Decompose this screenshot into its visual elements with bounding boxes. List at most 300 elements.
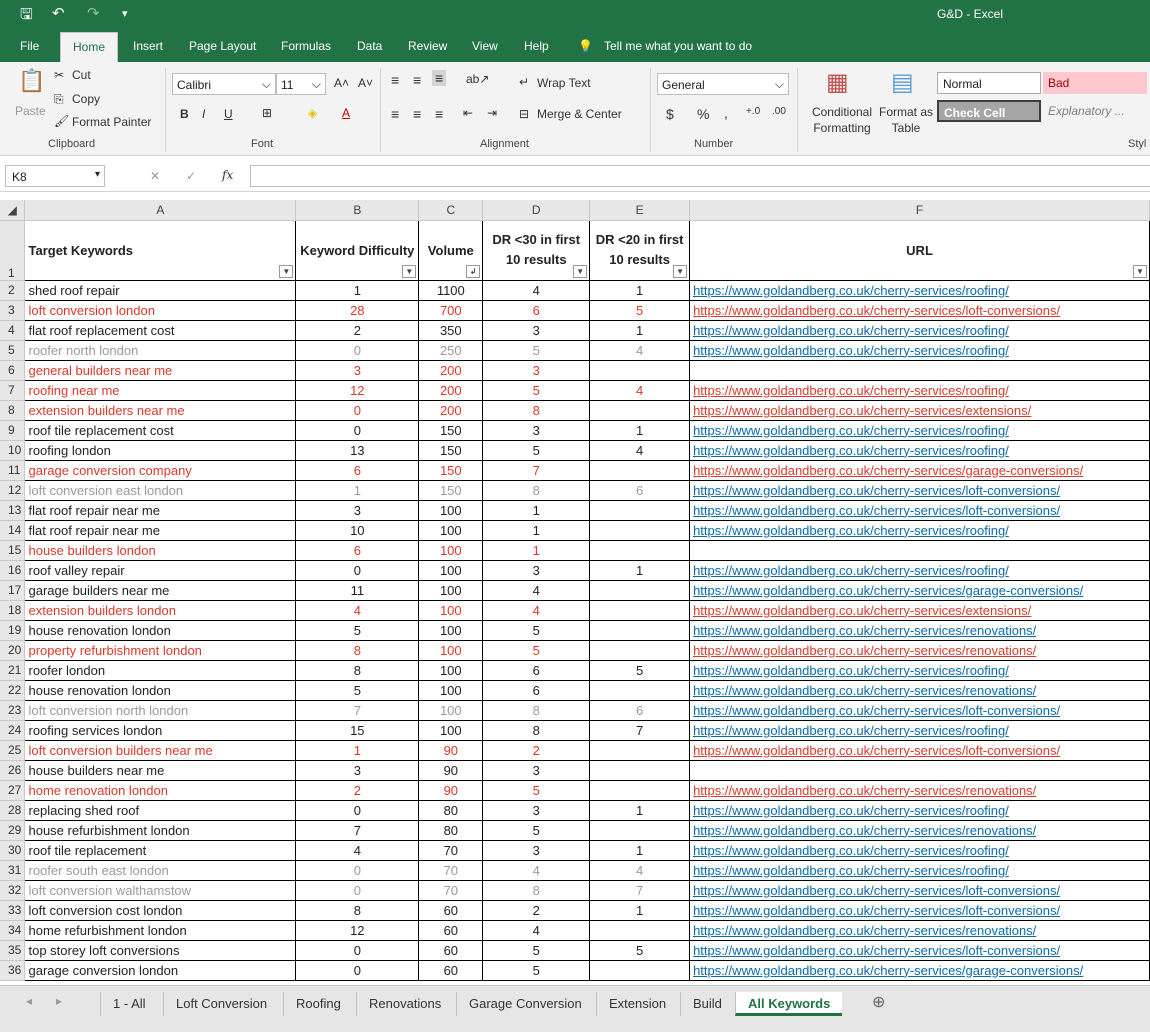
cell-dr30[interactable]: 4 — [483, 580, 590, 600]
cell-dr20[interactable]: 4 — [590, 340, 690, 360]
cell-url[interactable]: https://www.goldandberg.co.uk/cherry-services/renovations/ — [690, 620, 1150, 640]
paste-icon[interactable]: 📋 — [18, 68, 46, 93]
cell-dr20[interactable] — [590, 540, 690, 560]
cell-dr20[interactable] — [590, 520, 690, 540]
cell-keyword[interactable]: house builders london — [25, 540, 296, 560]
cell-keyword[interactable]: loft conversion cost london — [25, 900, 296, 920]
cell-keyword[interactable]: property refurbishment london — [25, 640, 296, 660]
cell-dr30[interactable]: 3 — [483, 760, 590, 780]
indent-increase-icon[interactable]: ⇥ — [487, 106, 498, 120]
style-check-cell[interactable]: Check Cell — [937, 100, 1041, 122]
tell-me-search[interactable]: Tell me what you want to do — [604, 39, 753, 53]
cell-volume[interactable]: 100 — [419, 700, 483, 720]
cell-keyword[interactable]: garage conversion london — [25, 960, 296, 980]
row-header[interactable]: 13 — [0, 500, 25, 520]
select-all-corner[interactable]: ◢ — [0, 200, 25, 220]
font-color-button[interactable]: A — [342, 106, 351, 120]
cell-dr30[interactable]: 8 — [483, 400, 590, 420]
cell-keyword[interactable]: house renovation london — [25, 680, 296, 700]
conditional-formatting-button[interactable]: Conditional Formatting — [811, 105, 873, 135]
cell-url[interactable]: https://www.goldandberg.co.uk/cherry-services/garage-conversions/ — [690, 580, 1150, 600]
currency-button[interactable]: $ — [666, 106, 674, 122]
cell-dr20[interactable]: 4 — [590, 380, 690, 400]
align-right-icon[interactable]: ≡ — [435, 106, 444, 122]
align-top-icon[interactable]: ≡ — [391, 72, 400, 88]
cell-difficulty[interactable]: 2 — [296, 320, 419, 340]
cell-dr30[interactable]: 6 — [483, 300, 590, 320]
cell-dr30[interactable]: 1 — [483, 540, 590, 560]
cell-difficulty[interactable]: 3 — [296, 360, 419, 380]
cell-difficulty[interactable]: 0 — [296, 420, 419, 440]
cell-volume[interactable]: 60 — [419, 920, 483, 940]
cell-volume[interactable]: 60 — [419, 900, 483, 920]
cell-url[interactable]: https://www.goldandberg.co.uk/cherry-services/extensions/ — [690, 400, 1150, 420]
column-header-f[interactable]: F — [690, 200, 1150, 220]
cell-dr30[interactable]: 5 — [483, 960, 590, 980]
cell-difficulty[interactable]: 8 — [296, 640, 419, 660]
column-header-b[interactable]: B — [296, 200, 419, 220]
cell-url[interactable]: https://www.goldandberg.co.uk/cherry-services/garage-conversions/ — [690, 960, 1150, 980]
cell-url[interactable]: https://www.goldandberg.co.uk/cherry-services/renovations/ — [690, 920, 1150, 940]
scroll-tabs-right-icon[interactable]: ▸ — [56, 994, 63, 1008]
cell-difficulty[interactable]: 1 — [296, 740, 419, 760]
row-header[interactable]: 19 — [0, 620, 25, 640]
grow-font-button[interactable]: A˄ — [334, 76, 350, 90]
cell-dr20[interactable]: 7 — [590, 720, 690, 740]
row-header[interactable]: 35 — [0, 940, 25, 960]
row-header[interactable]: 16 — [0, 560, 25, 580]
row-header[interactable]: 12 — [0, 480, 25, 500]
wrap-text-button[interactable]: Wrap Text — [537, 76, 591, 90]
cell-dr20[interactable]: 4 — [590, 440, 690, 460]
row-header[interactable]: 7 — [0, 380, 25, 400]
cell-difficulty[interactable]: 2 — [296, 780, 419, 800]
header-cell-difficulty[interactable] — [296, 220, 419, 280]
cell-difficulty[interactable]: 1 — [296, 480, 419, 500]
cell-volume[interactable]: 200 — [419, 360, 483, 380]
row-header[interactable]: 26 — [0, 760, 25, 780]
row-header[interactable]: 28 — [0, 800, 25, 820]
cell-dr30[interactable]: 4 — [483, 920, 590, 940]
cell-keyword[interactable]: home refurbishment london — [25, 920, 296, 940]
cell-volume[interactable]: 60 — [419, 960, 483, 980]
decrease-decimal-icon[interactable]: .00 — [772, 106, 786, 117]
cell-keyword[interactable]: loft conversion builders near me — [25, 740, 296, 760]
cell-volume[interactable]: 100 — [419, 640, 483, 660]
cell-dr20[interactable]: 1 — [590, 420, 690, 440]
cell-dr20[interactable]: 1 — [590, 320, 690, 340]
cell-dr30[interactable]: 5 — [483, 340, 590, 360]
header-cell-dr20[interactable] — [590, 220, 690, 280]
cell-url[interactable]: https://www.goldandberg.co.uk/cherry-services/roofing/ — [690, 720, 1150, 740]
cell-difficulty[interactable]: 0 — [296, 560, 419, 580]
cell-url[interactable]: https://www.goldandberg.co.uk/cherry-services/roofing/ — [690, 660, 1150, 680]
scroll-tabs-left-icon[interactable]: ◂ — [26, 994, 33, 1008]
cell-dr20[interactable]: 5 — [590, 300, 690, 320]
tab-formulas[interactable]: Formulas — [281, 39, 332, 53]
cell-difficulty[interactable]: 3 — [296, 760, 419, 780]
column-header-d[interactable]: D — [483, 200, 590, 220]
row-header[interactable]: 34 — [0, 920, 25, 940]
cell-keyword[interactable]: flat roof replacement cost — [25, 320, 296, 340]
cell-url[interactable]: https://www.goldandberg.co.uk/cherry-services/roofing/ — [690, 320, 1150, 340]
cell-volume[interactable]: 150 — [419, 420, 483, 440]
column-header-c[interactable]: C — [419, 200, 483, 220]
cell-url[interactable]: https://www.goldandberg.co.uk/cherry-services/roofing/ — [690, 440, 1150, 460]
cell-keyword[interactable]: extension builders near me — [25, 400, 296, 420]
cell-keyword[interactable]: loft conversion london — [25, 300, 296, 320]
cell-volume[interactable]: 350 — [419, 320, 483, 340]
cell-volume[interactable]: 250 — [419, 340, 483, 360]
cell-volume[interactable]: 70 — [419, 840, 483, 860]
cell-keyword[interactable]: house builders near me — [25, 760, 296, 780]
filter-dropdown-icon[interactable]: ▼ — [1133, 265, 1147, 278]
cut-button[interactable]: Cut — [72, 68, 91, 82]
cell-difficulty[interactable]: 12 — [296, 380, 419, 400]
cell-keyword[interactable]: roof valley repair — [25, 560, 296, 580]
cell-url[interactable]: https://www.goldandberg.co.uk/cherry-services/roofing/ — [690, 520, 1150, 540]
cell-keyword[interactable]: roofer south east london — [25, 860, 296, 880]
cell-volume[interactable]: 100 — [419, 660, 483, 680]
cell-dr30[interactable]: 5 — [483, 940, 590, 960]
cell-dr30[interactable]: 5 — [483, 640, 590, 660]
cell-url[interactable]: https://www.goldandberg.co.uk/cherry-services/roofing/ — [690, 800, 1150, 820]
cell-url[interactable]: https://www.goldandberg.co.uk/cherry-services/loft-conversions/ — [690, 500, 1150, 520]
increase-decimal-icon[interactable]: +.0 — [746, 106, 761, 117]
add-sheet-icon[interactable]: ⊕ — [872, 994, 886, 1011]
row-header[interactable]: 32 — [0, 880, 25, 900]
row-header[interactable]: 36 — [0, 960, 25, 980]
shrink-font-button[interactable]: A˅ — [358, 76, 374, 90]
cell-difficulty[interactable]: 8 — [296, 660, 419, 680]
row-header[interactable]: 8 — [0, 400, 25, 420]
tab-data[interactable]: Data — [357, 39, 383, 53]
cell-url[interactable]: https://www.goldandberg.co.uk/cherry-services/loft-conversions/ — [690, 880, 1150, 900]
cell-dr20[interactable]: 1 — [590, 280, 690, 300]
cell-difficulty[interactable]: 6 — [296, 460, 419, 480]
cell-keyword[interactable]: replacing shed roof — [25, 800, 296, 820]
cell-url[interactable]: https://www.goldandberg.co.uk/cherry-services/loft-conversions/ — [690, 900, 1150, 920]
cell-dr20[interactable] — [590, 780, 690, 800]
cell-keyword[interactable]: roof tile replacement — [25, 840, 296, 860]
cell-dr20[interactable]: 5 — [590, 660, 690, 680]
cell-keyword[interactable]: roofer london — [25, 660, 296, 680]
cell-difficulty[interactable]: 0 — [296, 960, 419, 980]
format-painter-button[interactable]: Format Painter — [72, 115, 152, 129]
cell-url[interactable]: https://www.goldandberg.co.uk/cherry-services/roofing/ — [690, 560, 1150, 580]
cell-dr30[interactable]: 8 — [483, 720, 590, 740]
cell-url[interactable]: https://www.goldandberg.co.uk/cherry-services/renovations/ — [690, 820, 1150, 840]
cell-volume[interactable]: 100 — [419, 520, 483, 540]
header-cell-keywords[interactable] — [25, 220, 296, 280]
cell-url[interactable] — [690, 360, 1150, 380]
function-icon[interactable]: fx — [222, 168, 234, 182]
cell-dr20[interactable] — [590, 760, 690, 780]
cell-difficulty[interactable]: 6 — [296, 540, 419, 560]
tab-home[interactable]: Home — [60, 32, 118, 62]
cell-url[interactable]: https://www.goldandberg.co.uk/cherry-services/roofing/ — [690, 420, 1150, 440]
header-cell-dr30[interactable] — [483, 220, 590, 280]
cell-keyword[interactable]: garage builders near me — [25, 580, 296, 600]
cell-keyword[interactable]: house renovation london — [25, 620, 296, 640]
row-header[interactable]: 27 — [0, 780, 25, 800]
merge-center-button[interactable]: Merge & Center — [537, 107, 622, 121]
chevron-down-icon[interactable]: ▾ — [122, 8, 128, 20]
underline-button[interactable]: U — [224, 107, 233, 121]
cell-url[interactable]: https://www.goldandberg.co.uk/cherry-services/roofing/ — [690, 280, 1150, 300]
align-center-icon[interactable]: ≡ — [413, 106, 422, 122]
cell-dr30[interactable]: 3 — [483, 320, 590, 340]
cell-dr30[interactable]: 1 — [483, 500, 590, 520]
cell-volume[interactable]: 200 — [419, 400, 483, 420]
cell-dr30[interactable]: 5 — [483, 620, 590, 640]
cell-volume[interactable]: 70 — [419, 880, 483, 900]
row-header[interactable]: 18 — [0, 600, 25, 620]
cell-url[interactable]: https://www.goldandberg.co.uk/cherry-services/renovations/ — [690, 780, 1150, 800]
align-bottom-icon[interactable]: ≡ — [432, 70, 446, 86]
cell-volume[interactable]: 90 — [419, 760, 483, 780]
cell-dr20[interactable] — [590, 360, 690, 380]
cell-dr20[interactable]: 1 — [590, 900, 690, 920]
cell-dr20[interactable] — [590, 400, 690, 420]
sheet-tab[interactable]: Garage Conversion — [456, 992, 594, 1016]
percent-button[interactable]: % — [697, 106, 710, 122]
filter-sort-icon[interactable]: ↲ — [466, 265, 480, 278]
cell-dr20[interactable] — [590, 500, 690, 520]
cell-volume[interactable]: 100 — [419, 500, 483, 520]
cell-difficulty[interactable]: 0 — [296, 340, 419, 360]
cell-url[interactable]: https://www.goldandberg.co.uk/cherry-services/loft-conversions/ — [690, 480, 1150, 500]
cell-url[interactable]: https://www.goldandberg.co.uk/cherry-services/loft-conversions/ — [690, 940, 1150, 960]
filter-dropdown-icon[interactable]: ▼ — [402, 265, 416, 278]
row-header[interactable]: 24 — [0, 720, 25, 740]
cell-dr30[interactable]: 6 — [483, 680, 590, 700]
cell-dr30[interactable]: 8 — [483, 480, 590, 500]
cell-dr20[interactable] — [590, 820, 690, 840]
formula-input[interactable] — [250, 165, 1150, 187]
cell-dr30[interactable]: 7 — [483, 460, 590, 480]
row-header[interactable]: 10 — [0, 440, 25, 460]
cell-dr20[interactable] — [590, 740, 690, 760]
filter-dropdown-icon[interactable]: ▼ — [573, 265, 587, 278]
row-header[interactable]: 23 — [0, 700, 25, 720]
row-header[interactable]: 14 — [0, 520, 25, 540]
orientation-icon[interactable]: ab↗ — [466, 72, 490, 86]
cell-keyword[interactable]: loft conversion north london — [25, 700, 296, 720]
align-middle-icon[interactable]: ≡ — [413, 72, 422, 88]
sheet-tab[interactable]: Build — [680, 992, 734, 1016]
cell-difficulty[interactable]: 28 — [296, 300, 419, 320]
cell-volume[interactable]: 150 — [419, 440, 483, 460]
cell-dr30[interactable]: 5 — [483, 820, 590, 840]
row-header[interactable]: 30 — [0, 840, 25, 860]
cell-volume[interactable]: 100 — [419, 560, 483, 580]
row-header[interactable]: 31 — [0, 860, 25, 880]
cell-dr30[interactable]: 1 — [483, 520, 590, 540]
cell-volume[interactable]: 700 — [419, 300, 483, 320]
italic-button[interactable]: I — [202, 107, 206, 121]
cell-url[interactable]: https://www.goldandberg.co.uk/cherry-services/renovations/ — [690, 680, 1150, 700]
cell-dr20[interactable] — [590, 600, 690, 620]
cell-difficulty[interactable]: 0 — [296, 860, 419, 880]
cell-volume[interactable]: 100 — [419, 540, 483, 560]
cell-volume[interactable]: 100 — [419, 620, 483, 640]
cell-keyword[interactable]: roofing near me — [25, 380, 296, 400]
row-header[interactable]: 22 — [0, 680, 25, 700]
cell-dr20[interactable]: 5 — [590, 940, 690, 960]
column-header-a[interactable]: A — [25, 200, 296, 220]
cell-keyword[interactable]: roofer north london — [25, 340, 296, 360]
cell-url[interactable] — [690, 540, 1150, 560]
borders-icon[interactable]: ⊞ — [262, 106, 273, 120]
sheet-tab[interactable]: 1 - All — [100, 992, 158, 1016]
cell-dr30[interactable]: 3 — [483, 560, 590, 580]
cell-dr20[interactable] — [590, 960, 690, 980]
cell-difficulty[interactable]: 15 — [296, 720, 419, 740]
cell-url[interactable]: https://www.goldandberg.co.uk/cherry-services/garage-conversions/ — [690, 460, 1150, 480]
style-explanatory[interactable]: Explanatory ... — [1048, 104, 1125, 118]
row-header[interactable]: 1 — [0, 220, 25, 280]
cell-keyword[interactable]: home renovation london — [25, 780, 296, 800]
sheet-tab[interactable]: Renovations — [356, 992, 453, 1016]
cell-url[interactable]: https://www.goldandberg.co.uk/cherry-services/loft-conversions/ — [690, 740, 1150, 760]
row-header[interactable]: 6 — [0, 360, 25, 380]
column-header-e[interactable]: E — [590, 200, 690, 220]
cell-dr30[interactable]: 3 — [483, 800, 590, 820]
cell-difficulty[interactable]: 11 — [296, 580, 419, 600]
style-normal[interactable]: Normal — [937, 72, 1041, 94]
row-header[interactable]: 15 — [0, 540, 25, 560]
font-name-select[interactable] — [172, 73, 276, 95]
cell-dr20[interactable] — [590, 580, 690, 600]
cell-difficulty[interactable]: 0 — [296, 800, 419, 820]
row-header[interactable]: 21 — [0, 660, 25, 680]
cell-keyword[interactable]: flat roof repair near me — [25, 520, 296, 540]
cell-difficulty[interactable]: 5 — [296, 680, 419, 700]
cell-difficulty[interactable]: 0 — [296, 880, 419, 900]
cell-dr30[interactable]: 8 — [483, 700, 590, 720]
enter-icon[interactable]: ✓ — [186, 169, 197, 183]
row-header[interactable]: 2 — [0, 280, 25, 300]
cell-keyword[interactable]: loft conversion walthamstow — [25, 880, 296, 900]
cell-keyword[interactable]: roofing services london — [25, 720, 296, 740]
number-format-select[interactable] — [657, 73, 789, 95]
cell-volume[interactable]: 100 — [419, 720, 483, 740]
tab-file[interactable]: File — [20, 39, 40, 53]
cell-difficulty[interactable]: 8 — [296, 900, 419, 920]
cell-dr20[interactable]: 6 — [590, 480, 690, 500]
style-bad[interactable]: Bad — [1043, 72, 1147, 94]
cell-volume[interactable]: 100 — [419, 600, 483, 620]
row-header[interactable]: 29 — [0, 820, 25, 840]
sheet-tab[interactable]: Extension — [596, 992, 678, 1016]
cell-dr30[interactable]: 3 — [483, 840, 590, 860]
cell-dr30[interactable]: 3 — [483, 360, 590, 380]
row-header[interactable]: 9 — [0, 420, 25, 440]
tab-insert[interactable]: Insert — [133, 39, 164, 53]
cell-url[interactable]: https://www.goldandberg.co.uk/cherry-services/roofing/ — [690, 860, 1150, 880]
cell-dr30[interactable]: 8 — [483, 880, 590, 900]
cell-volume[interactable]: 150 — [419, 480, 483, 500]
filter-dropdown-icon[interactable]: ▼ — [279, 265, 293, 278]
header-cell-volume[interactable] — [419, 220, 483, 280]
cell-volume[interactable]: 80 — [419, 800, 483, 820]
align-left-icon[interactable]: ≡ — [391, 106, 400, 122]
row-header[interactable]: 3 — [0, 300, 25, 320]
cell-volume[interactable]: 90 — [419, 740, 483, 760]
cell-dr30[interactable]: 3 — [483, 420, 590, 440]
row-header[interactable]: 17 — [0, 580, 25, 600]
cell-url[interactable] — [690, 760, 1150, 780]
cell-volume[interactable]: 1100 — [419, 280, 483, 300]
cell-dr20[interactable] — [590, 460, 690, 480]
cell-dr20[interactable]: 4 — [590, 860, 690, 880]
cell-url[interactable]: https://www.goldandberg.co.uk/cherry-services/roofing/ — [690, 340, 1150, 360]
row-header[interactable]: 33 — [0, 900, 25, 920]
cell-dr20[interactable]: 6 — [590, 700, 690, 720]
copy-button[interactable]: Copy — [72, 92, 101, 106]
cell-difficulty[interactable]: 1 — [296, 280, 419, 300]
cell-dr20[interactable] — [590, 620, 690, 640]
cell-difficulty[interactable]: 3 — [296, 500, 419, 520]
cell-dr20[interactable]: 1 — [590, 560, 690, 580]
cell-difficulty[interactable]: 5 — [296, 620, 419, 640]
cell-dr20[interactable] — [590, 640, 690, 660]
row-header[interactable]: 4 — [0, 320, 25, 340]
tab-page-layout[interactable]: Page Layout — [189, 39, 257, 53]
cell-dr20[interactable]: 7 — [590, 880, 690, 900]
cell-dr30[interactable]: 5 — [483, 780, 590, 800]
cell-dr20[interactable] — [590, 680, 690, 700]
bold-button[interactable]: B — [180, 107, 189, 121]
cell-difficulty[interactable]: 7 — [296, 700, 419, 720]
row-header[interactable]: 25 — [0, 740, 25, 760]
cell-volume[interactable]: 150 — [419, 460, 483, 480]
fill-color-icon[interactable]: ◈ — [308, 106, 318, 120]
cell-keyword[interactable]: house refurbishment london — [25, 820, 296, 840]
cell-keyword[interactable]: general builders near me — [25, 360, 296, 380]
cell-dr30[interactable]: 5 — [483, 380, 590, 400]
row-header[interactable]: 11 — [0, 460, 25, 480]
cell-difficulty[interactable]: 13 — [296, 440, 419, 460]
sheet-tab[interactable]: All Keywords — [735, 992, 842, 1016]
cell-volume[interactable]: 70 — [419, 860, 483, 880]
cell-difficulty[interactable]: 10 — [296, 520, 419, 540]
cell-volume[interactable]: 200 — [419, 380, 483, 400]
cell-dr20[interactable]: 1 — [590, 800, 690, 820]
tab-review[interactable]: Review — [408, 39, 448, 53]
cell-dr30[interactable]: 4 — [483, 860, 590, 880]
cell-keyword[interactable]: loft conversion east london — [25, 480, 296, 500]
row-header[interactable]: 20 — [0, 640, 25, 660]
cell-difficulty[interactable]: 4 — [296, 600, 419, 620]
cell-url[interactable]: https://www.goldandberg.co.uk/cherry-services/roofing/ — [690, 380, 1150, 400]
cell-keyword[interactable]: roofing london — [25, 440, 296, 460]
font-size-select[interactable] — [276, 73, 326, 95]
cell-keyword[interactable]: flat roof repair near me — [25, 500, 296, 520]
cell-keyword[interactable]: top storey loft conversions — [25, 940, 296, 960]
format-as-table-button[interactable]: Format as Table — [878, 105, 933, 135]
row-header[interactable]: 5 — [0, 340, 25, 360]
name-box[interactable] — [5, 165, 105, 187]
indent-decrease-icon[interactable]: ⇤ — [463, 106, 474, 120]
tab-view[interactable]: View — [472, 39, 498, 53]
comma-button[interactable]: , — [724, 105, 728, 121]
sheet-tab[interactable]: Loft Conversion — [163, 992, 279, 1016]
cell-keyword[interactable]: shed roof repair — [25, 280, 296, 300]
cell-url[interactable]: https://www.goldandberg.co.uk/cherry-services/renovations/ — [690, 640, 1150, 660]
cell-dr30[interactable]: 4 — [483, 280, 590, 300]
